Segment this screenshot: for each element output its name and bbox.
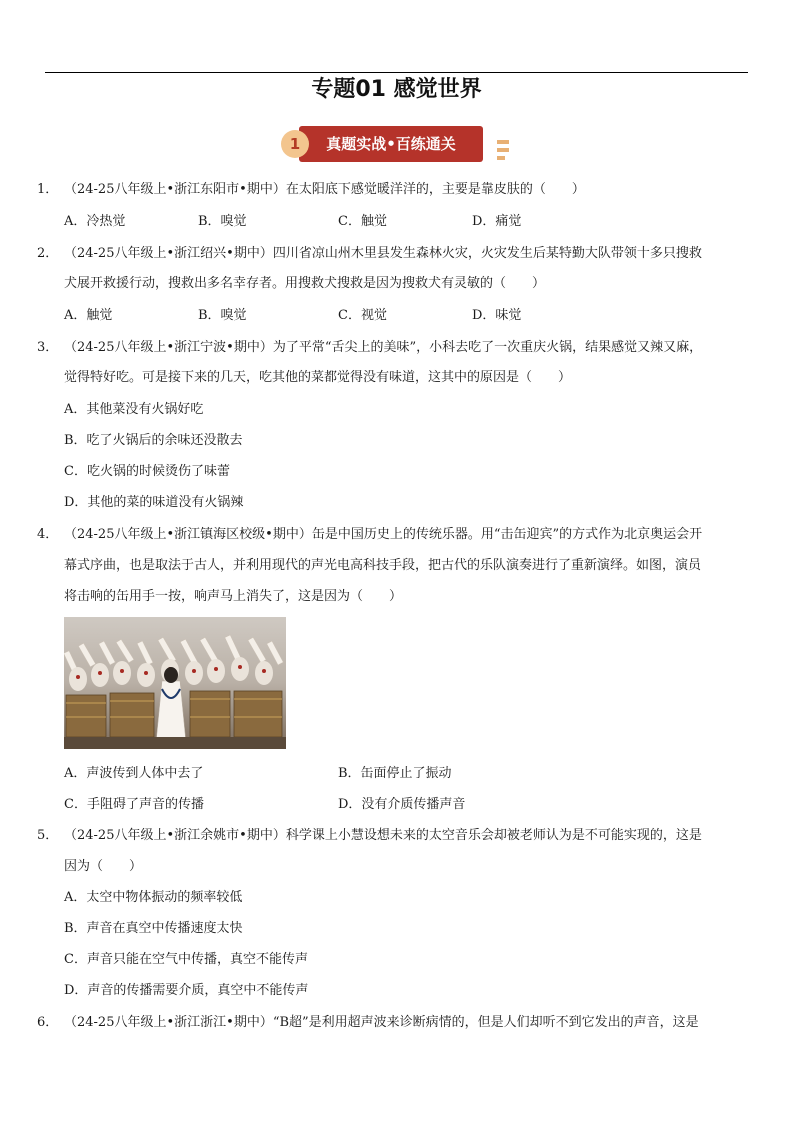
question-text: 觉得特好吃。可是接下来的几天，吃其他的菜都觉得没有味道，这其中的原因是（ ） [64, 370, 572, 385]
option-a: A．太空中物体振动的频率较低 [64, 890, 243, 905]
fou-drum-performance-photo [64, 617, 286, 749]
option-a: A．触觉 [64, 308, 113, 323]
section-banner [281, 126, 513, 164]
question-text: （24-25八年级上•浙江东阳市•期中）在太阳底下感觉暖洋洋的，主要是靠皮肤的（ ） [64, 182, 585, 197]
question-text: （24-25八年级上•浙江宁波•期中）为了平常“舌尖上的美味”，小科去吃了一次重庆火锅，结果感觉又辣又麻， [64, 340, 703, 355]
option-c: C．手阻碍了声音的传播 [64, 797, 204, 812]
option-b: B．声音在真空中传播速度太快 [64, 921, 243, 936]
question-text: （24-25八年级上•浙江绍兴•期中）四川省凉山州木里县发生森林火灾，火灾发生后某特勤大队带领十多只搜救 [64, 246, 702, 261]
option-d: D．声音的传播需要介质，真空中不能传声 [64, 983, 309, 998]
option-a: A．其他菜没有火锅好吃 [64, 402, 204, 417]
option-c: C．触觉 [338, 214, 387, 229]
banner-number: 1 [281, 130, 309, 158]
option-b: B．吃了火锅后的余味还没散去 [64, 433, 243, 448]
option-b: B．嗅觉 [198, 308, 247, 323]
option-a: A．声波传到人体中去了 [64, 766, 204, 781]
question-text: 将击响的缶用手一按，响声马上消失了，这是因为（ ） [64, 589, 403, 604]
option-c: C．视觉 [338, 308, 387, 323]
question-number: 6． [37, 1015, 59, 1030]
option-b: B．缶面停止了振动 [338, 766, 452, 781]
banner-deco [497, 148, 509, 152]
question-number: 4． [37, 527, 59, 542]
header-rule [45, 72, 748, 73]
banner-deco [497, 140, 509, 144]
option-c: C．声音只能在空气中传播，真空不能传声 [64, 952, 308, 967]
question-number: 1． [37, 182, 59, 197]
question-text: 幕式序曲，也是取法于古人，并利用现代的声光电高科技手段，把古代的乐队演奏进行了重新演绎。如图，演员 [64, 558, 702, 573]
option-b: B．嗅觉 [198, 214, 247, 229]
option-d: D．味觉 [472, 308, 522, 323]
option-c: C．吃火锅的时候烫伤了味蕾 [64, 464, 230, 479]
question-text: （24-25八年级上•浙江镇海区校级•期中）缶是中国历史上的传统乐器。用“击缶迎宾”的方式作为北京奥运会开 [64, 527, 703, 542]
question-number: 3． [37, 340, 59, 355]
page-title: 专题01 感觉世界 [311, 77, 482, 102]
question-text: 犬展开救援行动，搜救出多名幸存者。用搜救犬搜救是因为搜救犬有灵敏的（ ） [64, 276, 546, 291]
banner-deco [497, 156, 505, 160]
question-number: 5． [37, 828, 59, 843]
option-d: D．痛觉 [472, 214, 522, 229]
banner-label: 真题实战•百练通关 [326, 135, 456, 153]
question-text: （24-25八年级上•浙江浙江•期中）“B超”是利用超声波来诊断病情的，但是人们却听不到它发出的声音，这是 [64, 1015, 699, 1030]
question-text: 因为（ ） [64, 859, 143, 874]
question-number: 2． [37, 246, 59, 261]
option-a: A．冷热觉 [64, 214, 126, 229]
question-text: （24-25八年级上•浙江余姚市•期中）科学课上小慧设想未来的太空音乐会却被老师认为是不可能实现的，这是 [64, 828, 702, 843]
option-d: D．没有介质传播声音 [338, 797, 466, 812]
option-d: D．其他的菜的味道没有火锅辣 [64, 495, 244, 510]
